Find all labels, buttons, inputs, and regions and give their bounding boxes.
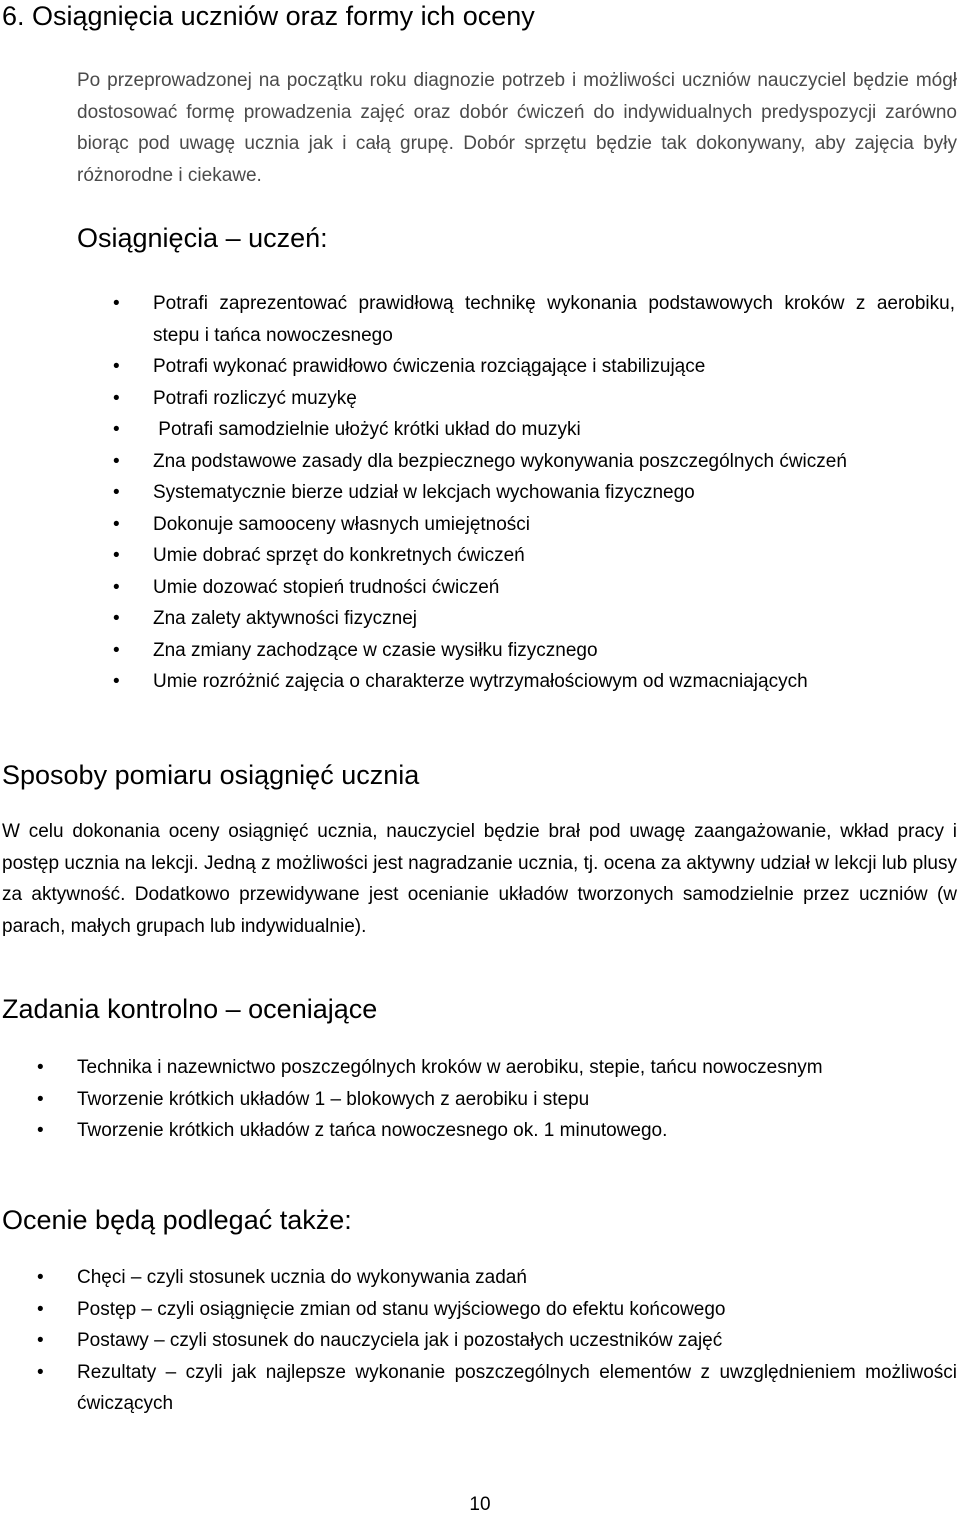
tasks-heading: Zadania kontrolno – oceniające — [2, 994, 378, 1024]
list-item — [0, 1115, 957, 1147]
list-item — [0, 1084, 957, 1116]
methods-heading: Sposoby pomiaru osiągnięć ucznia — [2, 760, 420, 790]
list-item-text: Zna zmiany zachodzące w czasie wysiłku fizycznego — [153, 639, 598, 661]
bullet-icon: • — [113, 513, 120, 535]
tasks-list — [0, 1052, 960, 1147]
list-item-text: Zna zalety aktywności fizycznej — [153, 608, 417, 629]
list-item — [0, 635, 955, 667]
list-item-text: Umie rozróżnić zajęcia o charakterze wytrzymałościowym od wzmacniających — [153, 671, 808, 692]
list-item-text: Potrafi zaprezentować prawidłową technikę wykonania podstawowych kroków z aerobiku, stepu i tańca nowoczesnego — [153, 293, 955, 346]
bullet-icon: • — [113, 450, 120, 472]
bullet-icon: • — [113, 545, 120, 566]
list-item — [0, 572, 955, 604]
bullet-icon: • — [113, 387, 120, 409]
bullet-icon: • — [113, 419, 120, 440]
list-item — [0, 1262, 957, 1294]
bullet-icon: • — [37, 1298, 44, 1320]
list-item — [0, 1052, 957, 1084]
achievements-list — [0, 288, 960, 698]
list-item — [0, 1325, 957, 1357]
list-item-text: Potrafi rozliczyć muzykę — [153, 387, 357, 409]
list-item-text: Systematycznie bierze udział w lekcjach wychowania fizycznego — [153, 482, 695, 503]
list-item — [0, 603, 955, 635]
list-item-text: Tworzenie krótkich układów z tańca nowoczesnego ok. 1 minutowego. — [77, 1120, 668, 1141]
list-item — [0, 1294, 957, 1326]
list-item-text: Technika i nazewnictwo poszczególnych kroków w aerobiku, stepie, tańcu nowoczesnym — [77, 1057, 823, 1078]
intro-paragraph: Po przeprowadzonej na początku roku diagnozie potrzeb i możliwości uczniów nauczyciel będzie mógł dostosować formę prowadzenia zajęć oraz dobór ćwiczeń do indywidualnych predyspozycji zarówno biorąc pod uwagę ucznia jak i całą grupę. Dobór sprzętu będzie tak dokonywany, aby zajęcia były różnorodne i ciekawe. — [77, 70, 957, 186]
achievements-heading: Osiągnięcia – uczeń: — [77, 223, 328, 253]
list-item — [0, 414, 955, 446]
methods-paragraph: W celu dokonania oceny osiągnięć ucznia, nauczyciel będzie brał pod uwagę zaangażowanie, wkład pracy i postęp ucznia na lekcji. Jedną z możliwości jest nagradzanie ucznia, tj. ocena za aktywny udział w lekcji lub plusy za aktywność. Dodatkowo przewidywane jest ocenianie układów tworzonych samodzielnie przez uczniów (w parach, małych grupach lub indywidualnie). — [2, 821, 957, 937]
bullet-icon: • — [113, 576, 120, 598]
list-item — [0, 509, 955, 541]
page-number: 10 — [469, 1494, 491, 1515]
list-item-text: Rezultaty – czyli jak najlepsze wykonanie poszczególnych elementów z uwzględnieniem możliwości ćwiczących — [77, 1361, 957, 1414]
list-item — [0, 540, 955, 572]
list-item — [0, 446, 955, 478]
list-item-text: Postawy – czyli stosunek do nauczyciela jak i pozostałych uczestników zajęć — [77, 1330, 723, 1351]
list-item-text: Zna podstawowe zasady dla bezpiecznego wykonywania poszczególnych ćwiczeń — [153, 450, 847, 472]
list-item-text: Postęp – czyli osiągnięcie zmian od stanu wyjściowego do efektu końcowego — [77, 1298, 726, 1320]
list-item — [0, 351, 955, 383]
bullet-icon: • — [113, 482, 120, 503]
list-item-text: Chęci – czyli stosunek ucznia do wykonywania zadań — [77, 1267, 527, 1288]
list-item-text: Tworzenie krótkich układów 1 – blokowych z aerobiku i stepu — [77, 1088, 590, 1110]
bullet-icon: • — [37, 1120, 44, 1141]
bullet-icon: • — [37, 1088, 44, 1110]
list-item — [0, 383, 955, 415]
list-item-text: Umie dozować stopień trudności ćwiczeń — [153, 576, 500, 598]
list-item — [0, 1357, 957, 1420]
bullet-icon: • — [113, 608, 120, 629]
list-item-text: Dokonuje samooceny własnych umiejętności — [153, 513, 531, 535]
bullet-icon: • — [37, 1057, 44, 1078]
bullet-icon: • — [37, 1267, 44, 1288]
list-item — [0, 666, 955, 698]
list-item-text: Umie dobrać sprzęt do konkretnych ćwiczeń — [153, 545, 525, 566]
also-graded-list — [0, 1262, 960, 1420]
list-item-text: Potrafi wykonać prawidłowo ćwiczenia rozciągające i stabilizujące — [153, 356, 706, 377]
also-graded-heading: Ocenie będą podlegać także: — [2, 1205, 352, 1235]
section-heading: 6. Osiągnięcia uczniów oraz formy ich oceny — [2, 1, 535, 31]
list-item-text: Potrafi samodzielnie ułożyć krótki układ do muzyki — [153, 419, 581, 440]
bullet-icon: • — [37, 1330, 44, 1351]
bullet-icon: • — [113, 671, 120, 692]
bullet-icon: • — [113, 356, 120, 377]
bullet-icon: • — [113, 293, 120, 314]
bullet-icon: • — [37, 1361, 44, 1383]
bullet-icon: • — [113, 639, 120, 661]
list-item — [0, 477, 955, 509]
list-item — [0, 288, 955, 351]
